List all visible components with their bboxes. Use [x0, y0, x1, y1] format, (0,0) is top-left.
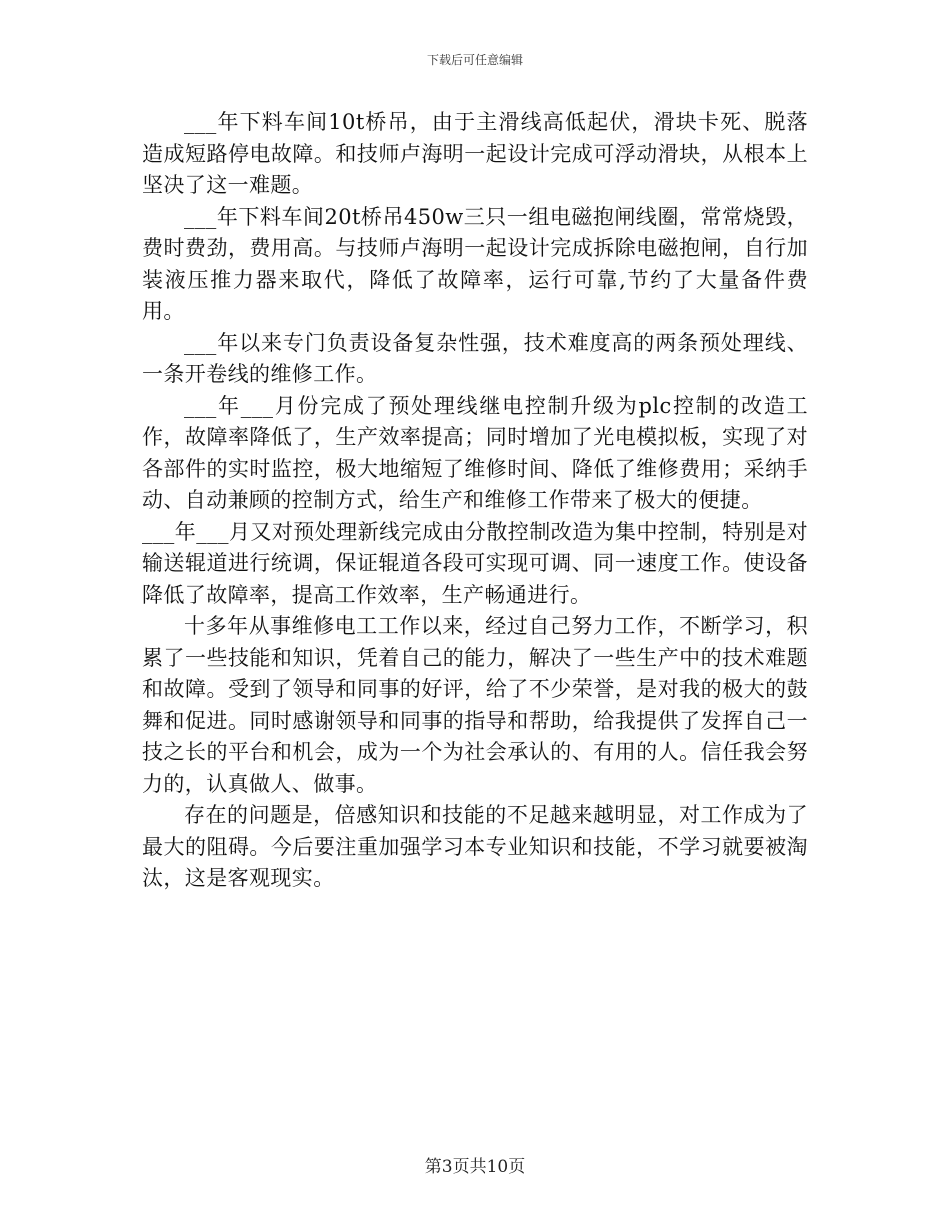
paragraph-5: ___年___月又对预处理新线完成由分散控制改造为集中控制，特别是对输送辊道进行统调，保证辊道各段可实现可调、同一速度工作。使设备降低了故障率，提高工作效率，生产畅通进行。 [142, 519, 808, 607]
document-body [142, 107, 808, 895]
page-number: 第3页共10页 [424, 1157, 526, 1177]
page-header: 下载后可任意编辑 [426, 53, 523, 67]
paragraph-4: ___年___月份完成了预处理线继电控制升级为plc控制的改造工作，故障率降低了，生产效率提高；同时增加了光电模拟板，实现了对各部件的实时监控，极大地缩短了维修时间、降低了维修费用；采纳手动、自动兼顾的控制方式，给生产和维修工作带来了极大的便捷。 [142, 393, 808, 512]
paragraph-1: ___年下料车间10t桥吊，由于主滑线高低起伏，滑块卡死、脱落造成短路停电故障。和技师卢海明一起设计完成可浮动滑块，从根本上坚决了这一难题。 [142, 110, 808, 197]
paragraph-6: 十多年从事维修电工工作以来，经过自己努力工作，不断学习，积累了一些技能和知识，凭着自己的能力，解决了一些生产中的技术难题和故障。受到了领导和同事的好评，给了不少荣誉，是对我的极大的鼓舞和促进。同时感谢领导和同事的指导和帮助，给我提供了发挥自己一技之长的平台和机会，成为一个为社会承认的、有用的人。信任我会努力的，认真做人、做事。 [142, 614, 808, 796]
paragraph-7: 存在的问题是，倍感知识和技能的不足越来越明显，对工作成为了最大的阻碍。今后要注重加强学习本专业知识和技能，不学习就要被淘汰，这是客观现实。 [142, 803, 808, 890]
paragraph-2: ___年下料车间20t桥吊450w三只一组电磁抱闸线圈，常常烧毁，费时费劲，费用高。与技师卢海明一起设计完成拆除电磁抱闸，自行加装液压推力器来取代，降低了故障率，运行可靠,节约了大量备件费用。 [142, 204, 808, 323]
paragraph-3: ___年以来专门负责设备复杂性强，技术难度高的两条预处理线、一条开卷线的维修工作。 [142, 330, 808, 386]
